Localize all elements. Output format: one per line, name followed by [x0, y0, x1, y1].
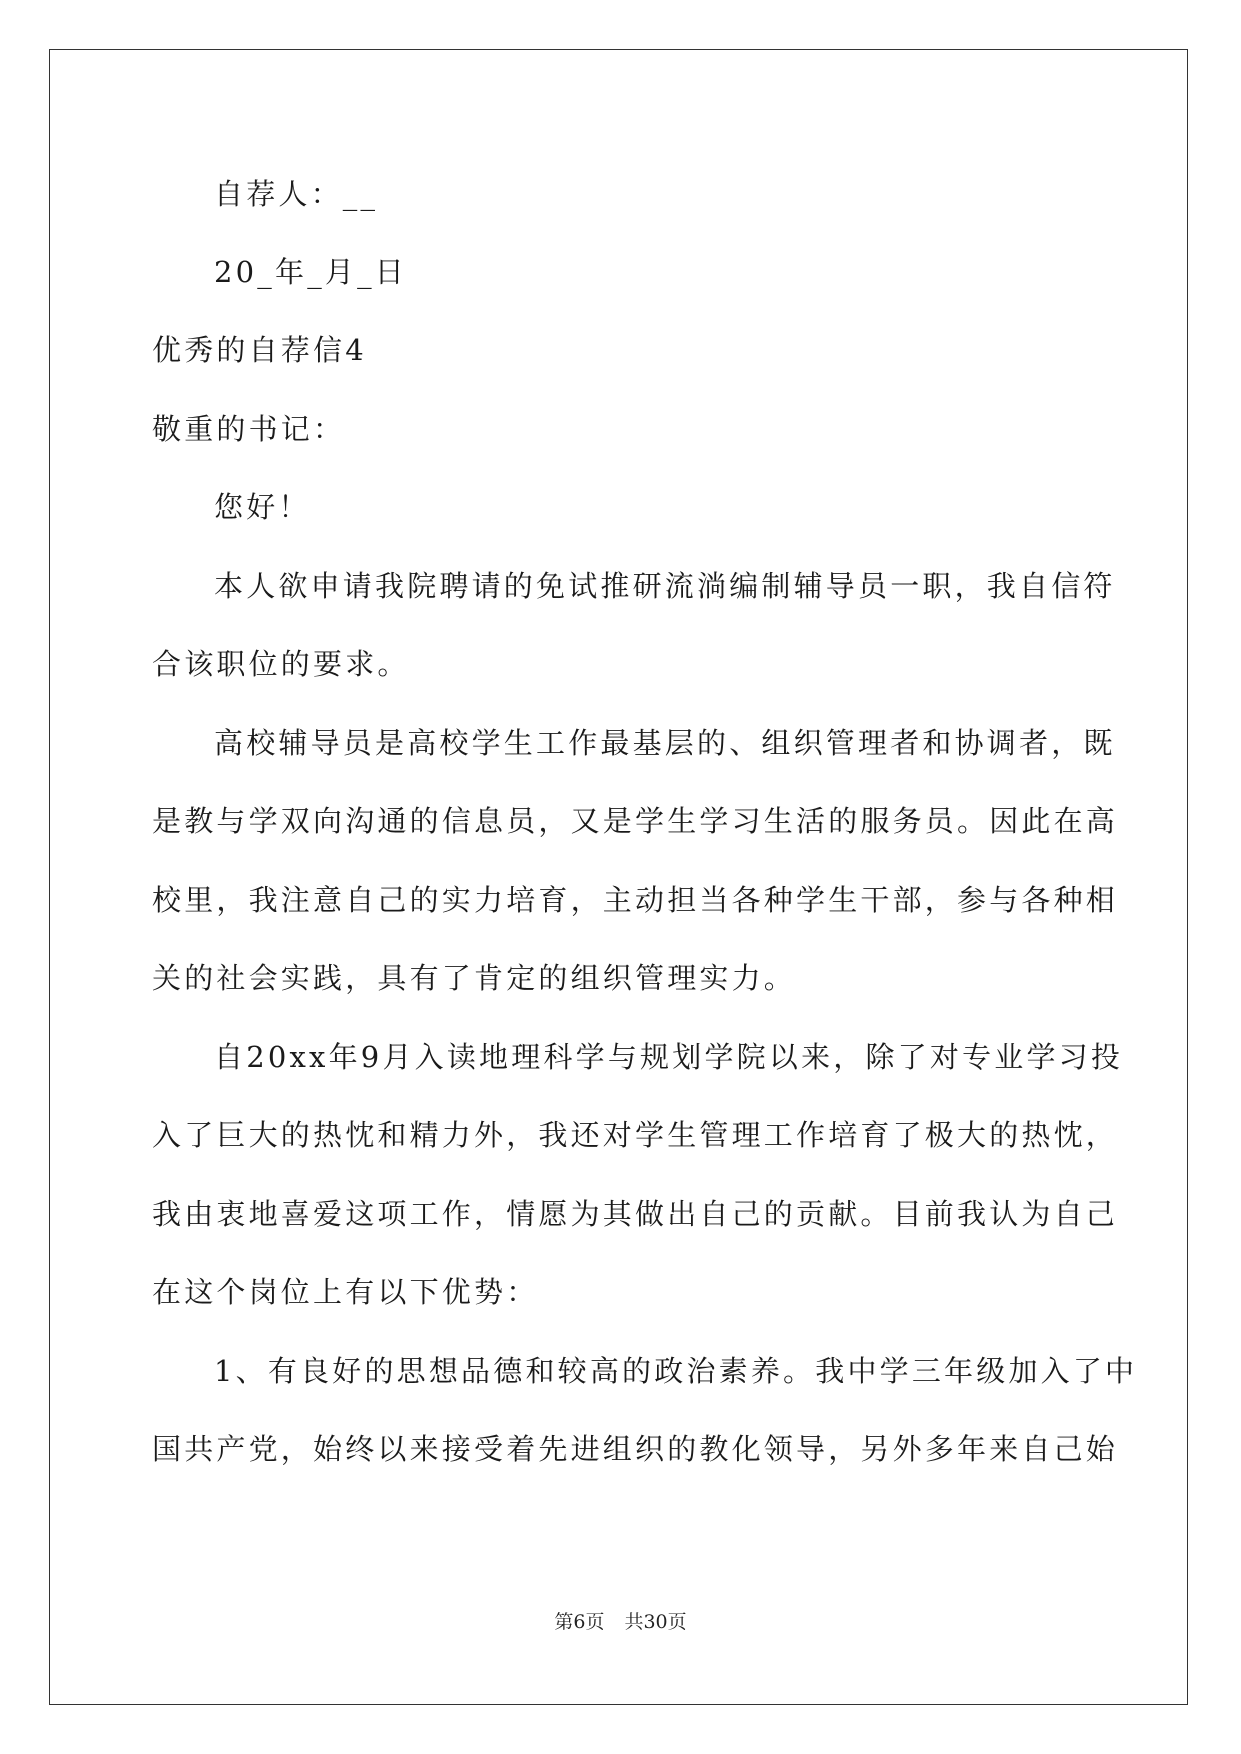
body-line: 在这个岗位上有以下优势： — [152, 1275, 539, 1309]
salutation: 敬重的书记： — [152, 412, 346, 446]
page-total: 共30页 — [624, 1611, 687, 1633]
body-line: 我由衷地喜爱这项工作，情愿为其做出自己的贡献。目前我认为自己 — [152, 1197, 1119, 1231]
section-title: 优秀的自荐信4 — [152, 333, 367, 367]
body-line: 是教与学双向沟通的信息员，又是学生学习生活的服务员。因此在高 — [152, 804, 1119, 838]
date-line: 20_年_月_日 — [214, 255, 408, 289]
greeting: 您好！ — [214, 490, 311, 524]
body-line: 本人欲申请我院聘请的免试推研流淌编制辅导员一职，我自信符 — [214, 569, 1116, 603]
body-line: 校里，我注意自己的实力培育，主动担当各种学生干部，参与各种相 — [152, 883, 1119, 917]
body-line: 入了巨大的热忱和精力外，我还对学生管理工作培育了极大的热忱， — [152, 1118, 1119, 1152]
body-line: 合该职位的要求。 — [152, 647, 410, 681]
body-line: 高校辅导员是高校学生工作最基层的、组织管理者和协调者，既 — [214, 726, 1116, 760]
body-line: 自20xx年9月入读地理科学与规划学院以来，除了对专业学习投 — [214, 1040, 1124, 1074]
body-line: 关的社会实践，具有了肯定的组织管理实力。 — [152, 961, 797, 995]
page-footer — [0, 1610, 1241, 1634]
body-line: 1、有良好的思想品德和较高的政治素养。我中学三年级加入了中 — [214, 1354, 1138, 1388]
page-number: 第6页 — [554, 1611, 605, 1633]
signature-line: 自荐人：__ — [214, 177, 379, 211]
body-line: 国共产党，始终以来接受着先进组织的教化领导，另外多年来自己始 — [152, 1432, 1119, 1466]
